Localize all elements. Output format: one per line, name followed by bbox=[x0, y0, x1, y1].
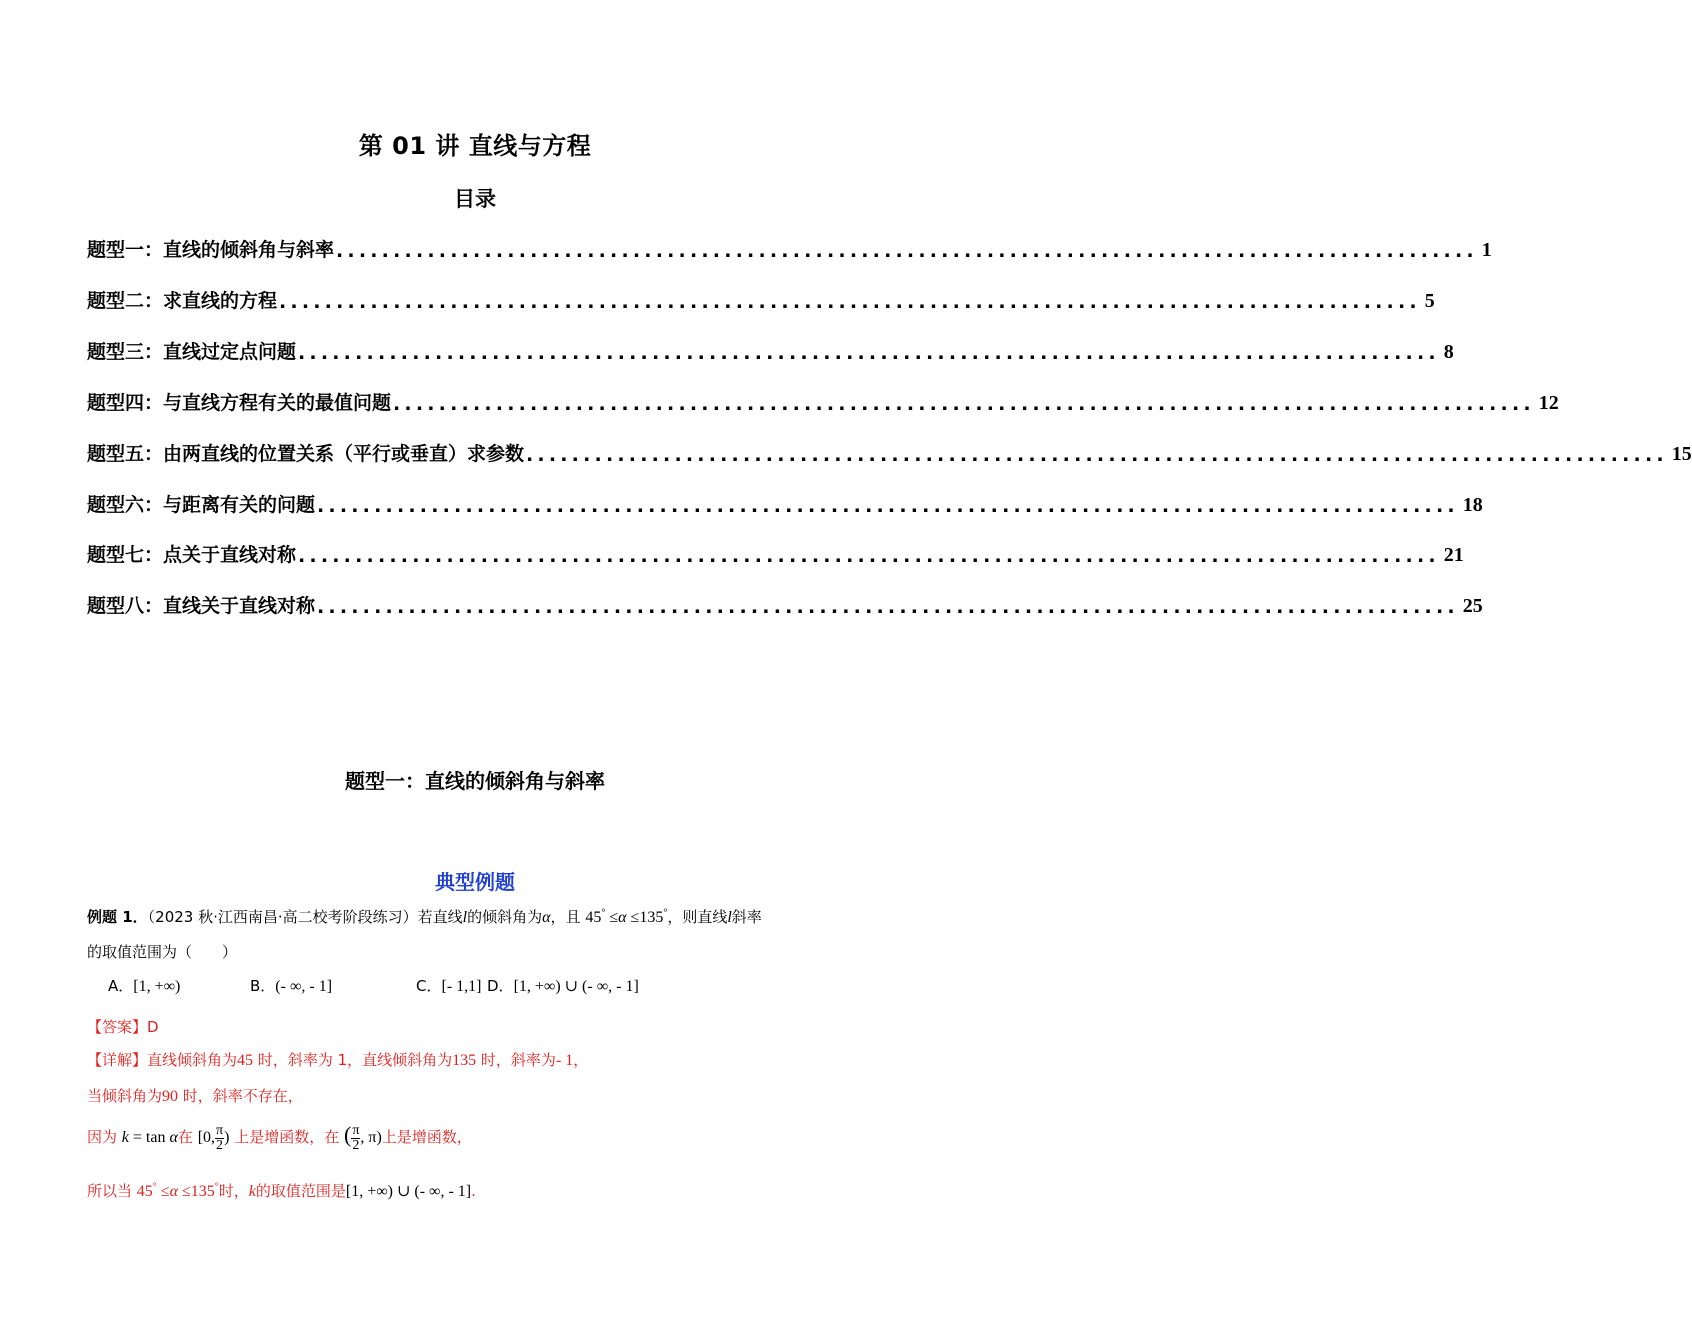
solution-label: 【详解】 bbox=[87, 1051, 148, 1069]
toc-entry[interactable] bbox=[87, 385, 1559, 415]
option-b[interactable] bbox=[250, 975, 332, 996]
fraction-numerator: π bbox=[352, 1122, 360, 1138]
toc-leader-dots: .................................................................................................... bbox=[279, 291, 1421, 313]
option-letter: C． bbox=[416, 977, 442, 995]
math-number: 135 bbox=[639, 909, 664, 926]
solution-text: 当倾斜角为 bbox=[87, 1087, 163, 1105]
var-k: k bbox=[248, 1183, 256, 1200]
question-text: ，且 bbox=[550, 908, 581, 926]
solution-text: 时， bbox=[218, 1182, 249, 1200]
math-number: 45 bbox=[585, 909, 602, 926]
option-letter: A． bbox=[108, 977, 134, 995]
solution-text: 时，斜率为 bbox=[480, 1051, 556, 1069]
toc-entry[interactable] bbox=[87, 537, 1464, 567]
answer-line bbox=[87, 1016, 159, 1037]
solution-text: 的取值范围是 bbox=[255, 1182, 346, 1200]
math-operator: ≤ bbox=[609, 909, 619, 926]
degree-sign: ° bbox=[601, 907, 606, 919]
solution-line-3 bbox=[87, 1122, 472, 1153]
math-number: - 1 bbox=[555, 1052, 574, 1069]
fraction-pi-over-2 bbox=[215, 1124, 224, 1153]
option-a[interactable] bbox=[108, 975, 180, 996]
solution-text: 时，斜率为 1，直线倾斜角为 bbox=[257, 1051, 453, 1069]
question-text: ，则直线 bbox=[667, 908, 728, 926]
toc-leader-dots: .................................................................................................... bbox=[317, 495, 1459, 517]
solution-text: 上是增函数， bbox=[381, 1128, 472, 1146]
interval-bracket: , π) bbox=[360, 1129, 382, 1146]
toc-entry-label: 题型一：直线的倾斜角与斜率 bbox=[87, 239, 335, 261]
degree-sign: ° bbox=[663, 907, 668, 919]
toc-leader-dots: .................................................................................................... bbox=[336, 240, 1478, 262]
toc-entry-page: 21 bbox=[1443, 544, 1464, 566]
degree-sign: ° bbox=[214, 1181, 219, 1193]
toc-leader-dots: .................................................................................................... bbox=[526, 444, 1668, 466]
toc-entry-page: 18 bbox=[1462, 494, 1483, 516]
math-number: 135 bbox=[190, 1183, 215, 1200]
solution-line-1 bbox=[87, 1049, 588, 1070]
answer-range: [1, +∞) ∪ (- ∞, - 1] bbox=[345, 1183, 472, 1200]
solution-text: ， bbox=[573, 1051, 589, 1069]
fraction-denominator: 2 bbox=[216, 1137, 224, 1153]
math-number: 45 bbox=[136, 1183, 153, 1200]
toc-entry-page: 25 bbox=[1462, 595, 1483, 617]
var-k: k bbox=[121, 1129, 129, 1146]
interval-bracket: ) bbox=[224, 1129, 230, 1146]
math-operator: ≤ bbox=[181, 1183, 191, 1200]
solution-text: 在 bbox=[177, 1128, 193, 1146]
degree-sign: ° bbox=[152, 1181, 157, 1193]
solution-text: 直线倾斜角为 bbox=[147, 1051, 238, 1069]
toc-leader-dots: .................................................................................................... bbox=[317, 596, 1459, 618]
toc-entry[interactable] bbox=[87, 487, 1483, 517]
toc-leader-dots: .................................................................................................... bbox=[298, 342, 1440, 364]
question-text: 的倾斜角为 bbox=[467, 908, 543, 926]
solution-text: 所以当 bbox=[87, 1182, 133, 1200]
section-heading: 题型一：直线的倾斜角与斜率 bbox=[345, 769, 605, 793]
toc-entry-label: 题型二：求直线的方程 bbox=[87, 290, 278, 312]
toc-entry-page: 5 bbox=[1424, 290, 1435, 312]
toc-entry-label: 题型三：直线过定点问题 bbox=[87, 341, 297, 363]
interval-1 bbox=[197, 1122, 230, 1153]
toc-entry-page: 1 bbox=[1481, 239, 1492, 261]
question-line-2: 的取值范围为（ ） bbox=[87, 943, 238, 961]
toc-entry[interactable] bbox=[87, 588, 1483, 618]
option-value: [1, +∞) bbox=[133, 978, 181, 995]
var-alpha: α bbox=[618, 909, 627, 926]
toc-heading: 目录 bbox=[454, 187, 496, 211]
toc-entry-page: 12 bbox=[1538, 392, 1559, 414]
option-value: [1, +∞) ∪ (- ∞, - 1] bbox=[513, 978, 639, 995]
interval-2 bbox=[344, 1122, 382, 1153]
answer-label: 【答案】 bbox=[87, 1018, 148, 1036]
example-heading: 典型例题 bbox=[435, 870, 515, 894]
toc-entry-label: 题型六：与距离有关的问题 bbox=[87, 494, 316, 516]
toc-entry-page: 8 bbox=[1443, 341, 1454, 363]
var-alpha: α bbox=[169, 1129, 178, 1146]
solution-text: 因为 bbox=[87, 1128, 118, 1146]
interval-bracket: ( bbox=[344, 1122, 352, 1147]
toc-entry[interactable] bbox=[87, 436, 1692, 466]
math-operator: = tan bbox=[132, 1129, 166, 1146]
option-d[interactable] bbox=[487, 975, 639, 996]
solution-text: . bbox=[471, 1182, 476, 1200]
math-number: 135 bbox=[452, 1052, 477, 1069]
math-operator: ≤ bbox=[160, 1183, 170, 1200]
question-text: 斜率 bbox=[731, 908, 762, 926]
angle-condition bbox=[585, 909, 667, 926]
fraction-numerator: π bbox=[216, 1122, 224, 1138]
var-l: l bbox=[727, 909, 732, 926]
tan-expression bbox=[122, 1129, 178, 1146]
solution-line-2 bbox=[87, 1085, 303, 1106]
toc-entry[interactable] bbox=[87, 334, 1454, 364]
fraction-denominator: 2 bbox=[352, 1137, 360, 1153]
option-letter: B． bbox=[250, 977, 276, 995]
interval-bracket: [0, bbox=[197, 1129, 216, 1146]
math-number: 90 bbox=[162, 1088, 179, 1105]
var-alpha: α bbox=[542, 909, 551, 926]
var-l: l bbox=[462, 909, 468, 926]
math-operator: ≤ bbox=[630, 909, 640, 926]
toc-entry-label: 题型八：直线关于直线对称 bbox=[87, 595, 316, 617]
option-c[interactable] bbox=[416, 975, 481, 996]
angle-condition bbox=[137, 1183, 219, 1200]
toc-entry[interactable] bbox=[87, 232, 1492, 262]
toc-leader-dots: .................................................................................................... bbox=[298, 545, 1440, 567]
math-number: 45 bbox=[237, 1052, 254, 1069]
answer-value: D bbox=[147, 1018, 159, 1036]
question-text: 若直线 bbox=[417, 908, 463, 926]
example-label: 例题 1． bbox=[87, 908, 148, 926]
var-alpha: α bbox=[169, 1183, 178, 1200]
toc-entry-label: 题型四：与直线方程有关的最值问题 bbox=[87, 392, 392, 414]
option-value: [- 1,1] bbox=[441, 978, 482, 995]
toc-entry-label: 题型五：由两直线的位置关系（平行或垂直）求参数 bbox=[87, 443, 525, 465]
question-line-1 bbox=[87, 906, 762, 927]
document-title: 第 01 讲 直线与方程 bbox=[358, 132, 592, 160]
toc-leader-dots: .................................................................................................... bbox=[393, 393, 1535, 415]
solution-line-4 bbox=[87, 1180, 476, 1201]
toc-entry-page: 15 bbox=[1671, 443, 1692, 465]
solution-text: 上是增函数，在 bbox=[234, 1128, 340, 1146]
solution-text: 时，斜率不存在， bbox=[182, 1087, 303, 1105]
question-source: （2023 秋·江西南昌·高二校考阶段练习） bbox=[147, 908, 418, 926]
toc-entry[interactable] bbox=[87, 283, 1435, 313]
option-letter: D． bbox=[487, 977, 514, 995]
option-value: (- ∞, - 1] bbox=[275, 978, 333, 995]
toc-entry-label: 题型七：点关于直线对称 bbox=[87, 544, 297, 566]
